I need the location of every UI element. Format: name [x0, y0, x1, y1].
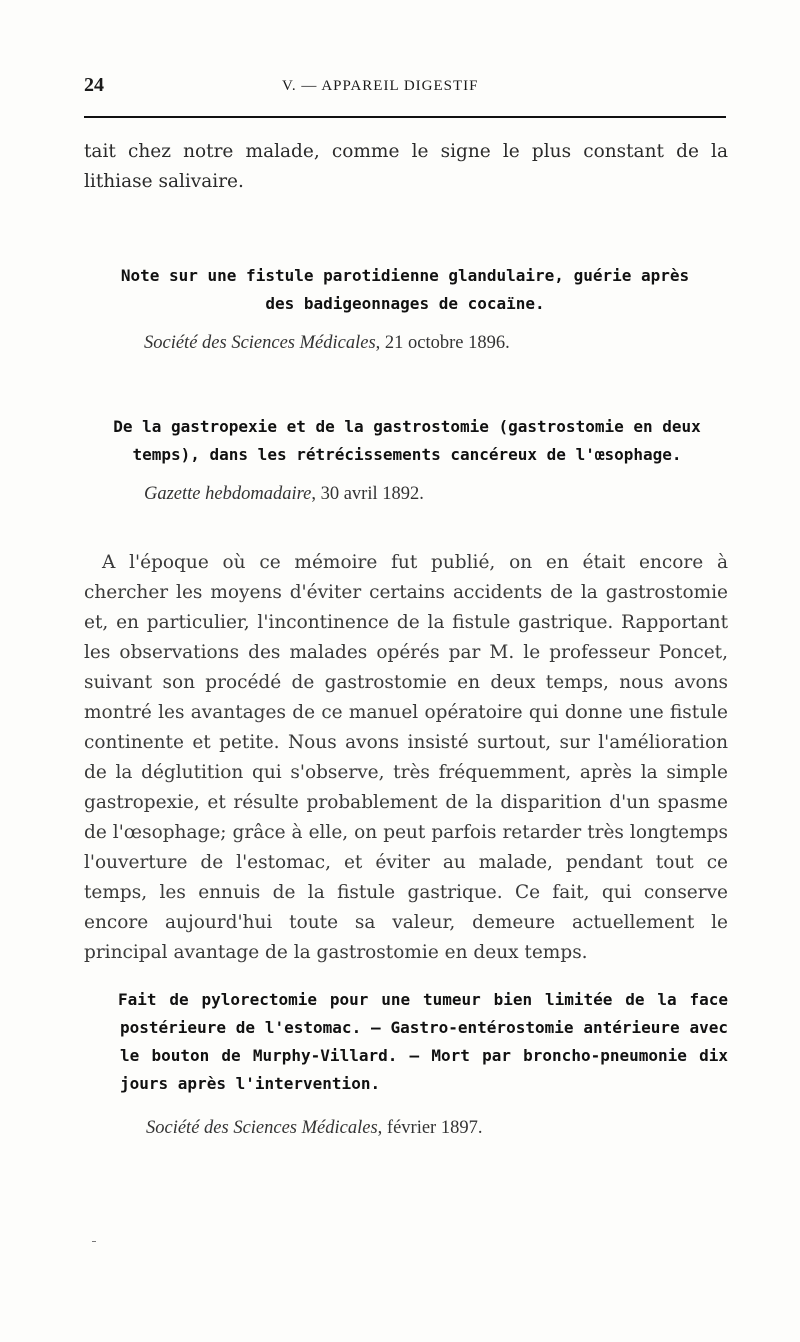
entry-journal-1: Société des Sciences Médicales — [144, 333, 376, 353]
page-number: 24 — [84, 74, 104, 96]
entry-title-3: Fait de pylorectomie pour une tumeur bien limitée de la face postérieure de l'estomac. — Gastro-entérostomie antérieure avec le bouton de Murphy-Villard. — Mort par broncho-pneumonie dix jours après l'intervention. — [118, 990, 728, 1093]
entry-title-2: De la gastropexie et de la gastrostomie (gastrostomie en deux temps), dans les rétrécissements cancéreux de l'œsophage. — [113, 417, 701, 464]
entry-source-1 — [144, 333, 510, 354]
entry-source-2 — [144, 484, 424, 505]
running-head: V. — APPAREIL DIGESTIF — [282, 78, 479, 94]
continued-text: tait chez notre malade, comme le signe le plus constant de la lithiase salivaire. — [84, 141, 728, 192]
entry-date-1: , 21 octobre 1896. — [375, 333, 510, 353]
entry-source-3 — [146, 1118, 482, 1139]
entry-date-2: , 30 avril 1892. — [311, 484, 424, 504]
margin-mark — [92, 1241, 96, 1242]
page-header — [84, 72, 724, 100]
entry-title-1: Note sur une fistule parotidienne glandulaire, guérie après des badigeonnages de cocaïne. — [120, 266, 690, 313]
body-paragraph: A l'époque où ce mémoire fut publié, on en était encore à chercher les moyens d'éviter certains accidents de la gastrostomie et, en particulier, l'incontinence de la fistule gastrique. Rapportant les observations des malades opérés par M. le professeur Poncet, suivant son procédé de gastrostomie en deux temps, nous avons montré les avantages de ce manuel opératoire qui donne une fistule continente et petite. Nous avons insisté surtout, sur l'amélioration de la déglutition qui s'observe, très fréquemment, après la simple gastropexie, et résulte probablement de la disparition d'un spasme de l'œsophage; grâce à elle, on peut parfois retarder très longtemps l'ouverture de l'estomac, et éviter au malade, pendant tout ce temps, les ennuis de la fistule gastrique. Ce fait, qui conserve encore aujourd'hui toute sa valeur, demeure actuellement le principal avantage de la gastrostomie en deux temps. — [84, 552, 728, 963]
entry-journal-2: Gazette hebdomadaire — [144, 484, 312, 504]
header-rule — [84, 116, 726, 118]
entry-journal-3: Société des Sciences Médicales — [146, 1118, 378, 1138]
entry-date-3: , février 1897. — [377, 1118, 483, 1138]
